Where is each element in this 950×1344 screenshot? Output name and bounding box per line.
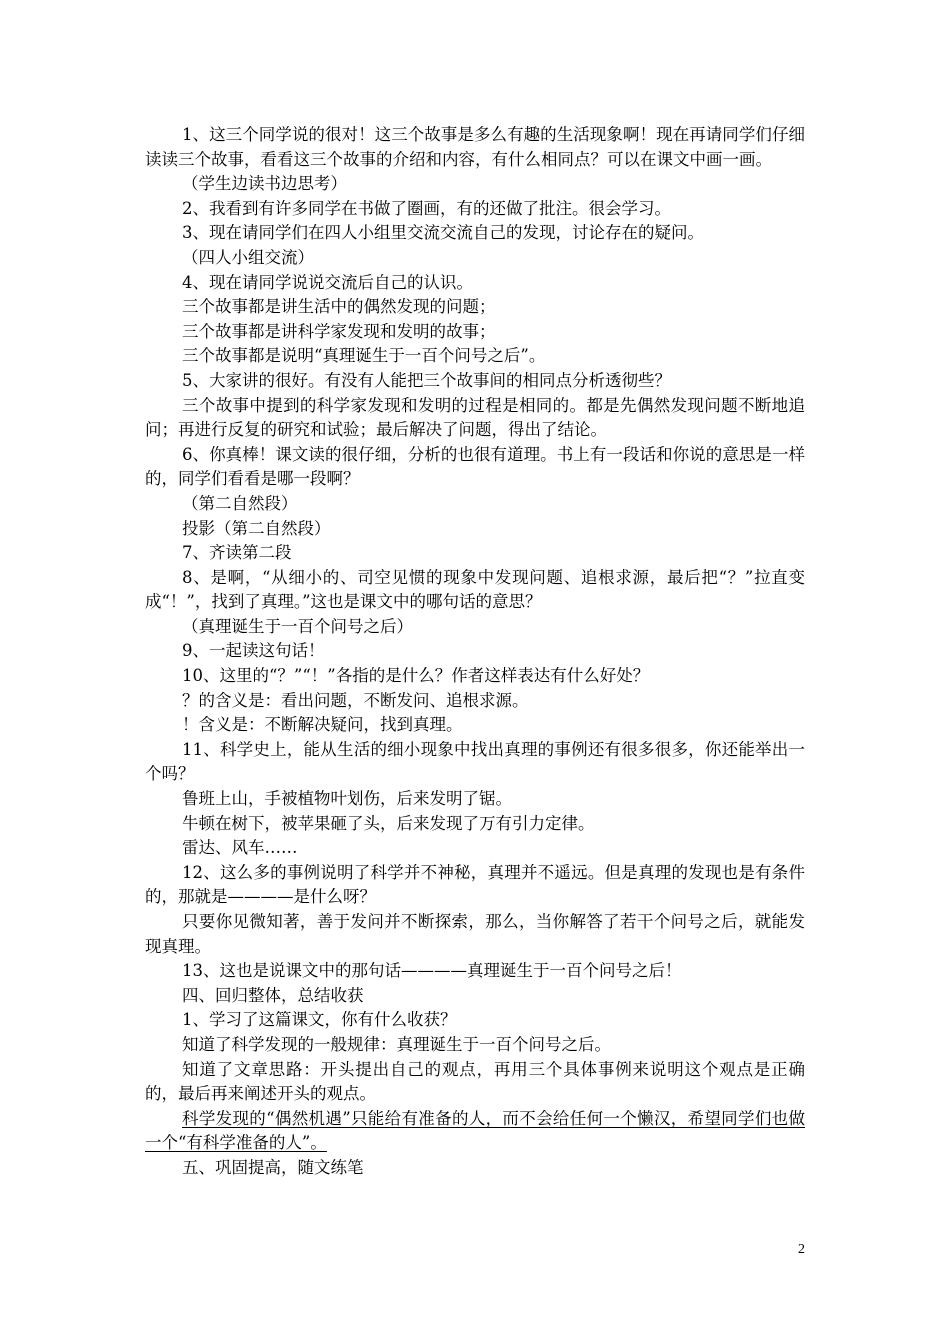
paragraph: 2、我看到有许多同学在书做了圈画，有的还做了批注。很会学习。 bbox=[182, 198, 671, 218]
paragraph: 三个故事都是讲科学家发现和发明的故事； bbox=[182, 321, 496, 341]
paragraph: ？的含义是：看出问题，不断发问、追根求源。 bbox=[182, 690, 529, 710]
paragraph: 雷达、风车…… bbox=[182, 838, 298, 858]
paragraph: 知道了文章思路：开头提出自己的观点，再用三个具体事例来说明这个观点是正确的，最后再来阐述开头的观点。 bbox=[145, 1059, 805, 1104]
section-heading: 五、巩固提高，随文练笔 bbox=[182, 1157, 364, 1177]
underlined-paragraph: 科学发现的“偶然机遇”只能给有准备的人，而不会给任何一个懒汉，希望同学们也做一个“有科学准备的人”。 bbox=[145, 1108, 805, 1153]
paragraph: ！含义是：不断解决疑问，找到真理。 bbox=[182, 715, 463, 735]
paragraph: 投影（第二自然段） bbox=[182, 518, 331, 538]
paragraph: （第二自然段） bbox=[182, 493, 298, 513]
paragraph: 三个故事都是讲生活中的偶然发现的问题； bbox=[182, 297, 496, 317]
paragraph: （学生边读书边思考） bbox=[182, 174, 347, 194]
paragraph: 13、这也是说课文中的那句话————真理诞生于一百个问号之后！ bbox=[182, 961, 682, 981]
paragraph: （四人小组交流） bbox=[182, 247, 314, 267]
paragraph: 5、大家讲的很好。有没有人能把三个故事间的相同点分析透彻些？ bbox=[182, 370, 671, 390]
paragraph: 只要你见微知著，善于发问并不断探索，那么，当你解答了若干个问号之后，就能发现真理。 bbox=[145, 912, 805, 956]
paragraph: 牛顿在树下，被苹果砸了头，后来发现了万有引力定律。 bbox=[182, 813, 595, 833]
paragraph: 12、这么多的事例说明了科学并不神秘，真理并不遥远。但是真理的发现也是有条件的，那就是————是什么呀？ bbox=[145, 862, 805, 907]
paragraph: 6、你真棒！课文读的很仔细，分析的也很有道理。书上有一段话和你说的意思是一样的，同学们看看是哪一段啊？ bbox=[145, 444, 805, 489]
paragraph: 9、一起读这句话！ bbox=[182, 641, 325, 661]
section-heading: 四、回归整体，总结收获 bbox=[182, 985, 364, 1005]
paragraph: 8、是啊，“从细小的、司空见惯的现象中发现问题、追根求源，最后把“？”拉直变成“！”，找到了真理。”这也是课文中的哪句话的意思？ bbox=[145, 567, 805, 612]
paragraph: 4、现在请同学说说交流后自己的认识。 bbox=[182, 272, 473, 292]
paragraph: 1、这三个同学说的很对！这三个故事是多么有趣的生活现象啊！现在再请同学们仔细读读三个故事，看看这三个故事的介绍和内容，有什么相同点？可以在课文中画一画。 bbox=[145, 125, 805, 169]
paragraph: 三个故事中提到的科学家发现和发明的过程是相同的。都是先偶然发现问题不断地追问；再进行反复的研究和试验；最后解决了问题，得出了结论。 bbox=[145, 395, 805, 440]
paragraph: （真理诞生于一百个问号之后） bbox=[182, 616, 413, 636]
paragraph: 知道了科学发现的一般规律：真理诞生于一百个问号之后。 bbox=[182, 1034, 611, 1054]
document-body bbox=[145, 123, 805, 1181]
paragraph: 鲁班上山，手被植物叶划伤，后来发明了锯。 bbox=[182, 789, 512, 809]
page-number: 2 bbox=[798, 1242, 805, 1257]
paragraph: 3、现在请同学们在四人小组里交流交流自己的发现，讨论存在的疑问。 bbox=[182, 223, 704, 243]
paragraph: 三个故事都是说明“真理诞生于一百个问号之后”。 bbox=[182, 346, 546, 366]
paragraph: 11、科学史上，能从生活的细小现象中找出真理的事例还有很多很多，你还能举出一个吗？ bbox=[145, 739, 805, 784]
paragraph: 10、这里的“？”“！”各指的是什么？作者这样表达有什么好处？ bbox=[182, 666, 650, 686]
paragraph: 7、齐读第二段 bbox=[182, 543, 292, 563]
paragraph: 1、学习了这篇课文，你有什么收获？ bbox=[182, 1010, 457, 1030]
